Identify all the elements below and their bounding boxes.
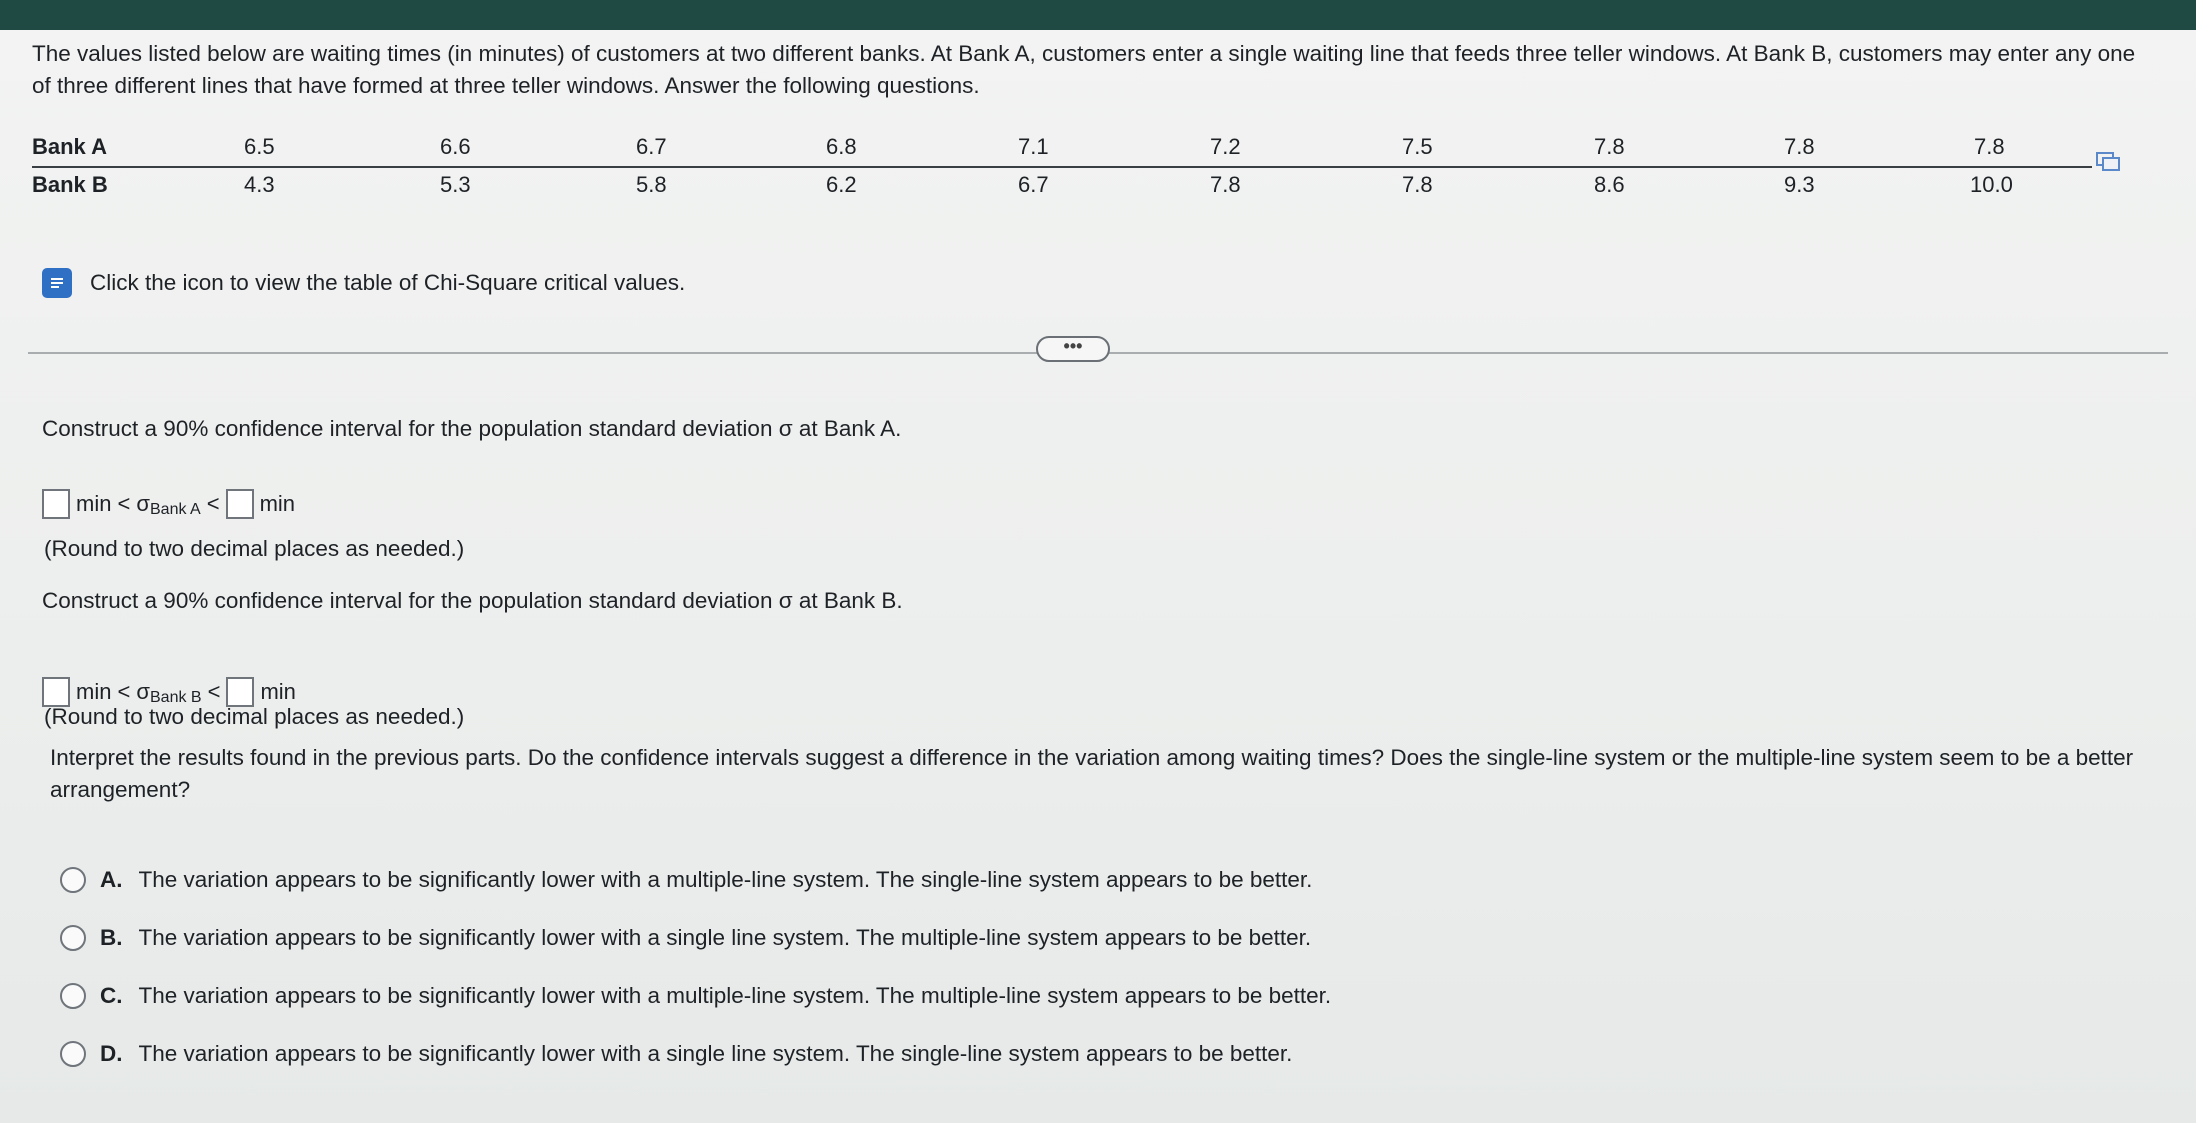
table-cell: 9.3 [1784, 172, 1815, 197]
table-cell: 7.2 [1210, 134, 1241, 159]
radio-button[interactable] [60, 867, 86, 893]
copy-icon[interactable] [2095, 150, 2121, 172]
option-text: The variation appears to be significantly lower with a single line system. The single-line system appears to be better. [138, 1041, 1293, 1066]
sigma-symbol: < σ [117, 679, 150, 704]
option-text: The variation appears to be significantly lower with a multiple-line system. The single-line system appears to be better. [138, 867, 1313, 892]
table-cell: 6.7 [1018, 172, 1049, 197]
table-cell: 8.6 [1594, 172, 1625, 197]
radio-button[interactable] [60, 983, 86, 1009]
question-bank-a: Construct a 90% confidence interval for the population standard deviation σ at Bank A. [42, 416, 902, 441]
table-row-bank-b [32, 168, 2092, 204]
lower-bound-input[interactable] [42, 489, 70, 519]
less-than: < [207, 679, 221, 704]
radio-button[interactable] [60, 925, 86, 951]
less-than: < [206, 491, 220, 516]
table-cell: 4.3 [244, 172, 275, 197]
rounding-note: (Round to two decimal places as needed.) [44, 704, 465, 729]
option-text: The variation appears to be significantly lower with a multiple-line system. The multiple-line system appears to be better. [138, 983, 1332, 1008]
table-cell: 6.6 [440, 134, 471, 159]
table-cell: 6.2 [826, 172, 857, 197]
question-bank-b: Construct a 90% confidence interval for the population standard deviation σ at Bank B. [42, 588, 903, 613]
info-text: Click the icon to view the table of Chi-Square critical values. [90, 270, 686, 295]
unit-label: min [260, 679, 296, 704]
lower-bound-input[interactable] [42, 677, 70, 707]
ci-bank-a [42, 486, 301, 522]
table-cell: 6.5 [244, 134, 275, 159]
unit-label: min [259, 491, 296, 516]
question-page [0, 30, 2196, 1123]
upper-bound-input[interactable] [226, 677, 254, 707]
table-cell: 10.0 [1970, 172, 2013, 197]
book-icon[interactable] [42, 268, 72, 298]
table-cell: 7.5 [1402, 134, 1433, 159]
table-cell: 7.8 [1402, 172, 1433, 197]
more-button[interactable]: ••• [1036, 336, 1110, 362]
table-cell: 5.3 [440, 172, 471, 197]
unit-label: min [76, 679, 112, 704]
table-cell: 6.8 [826, 134, 857, 159]
table-cell: 7.8 [1784, 134, 1815, 159]
radio-button[interactable] [60, 1041, 86, 1067]
sigma-symbol: < σ [117, 491, 150, 516]
row-label: Bank A [32, 134, 107, 159]
interpret-question: Interpret the results found in the previous parts. Do the confidence intervals suggest a difference in the variation among waiting times? Does the single-line system or the multiple-line system seem to be a better arrangement? [50, 745, 2134, 802]
sigma-subscript: Bank A [150, 501, 201, 518]
waiting-times-table [32, 130, 2092, 208]
rounding-note: (Round to two decimal places as needed.) [44, 536, 465, 561]
option-a[interactable] [60, 862, 1312, 898]
option-b[interactable] [60, 920, 1311, 956]
chi-square-info [42, 266, 685, 300]
table-cell: 7.1 [1018, 134, 1049, 159]
option-letter: B. [100, 925, 123, 950]
option-letter: A. [100, 867, 123, 892]
option-text: The variation appears to be significantly lower with a single line system. The multiple-line system appears to be better. [138, 925, 1312, 950]
option-letter: C. [100, 983, 123, 1008]
table-row-bank-a [32, 130, 2092, 166]
table-cell: 7.8 [1974, 134, 2005, 159]
option-letter: D. [100, 1041, 123, 1066]
table-cell: 6.7 [636, 134, 667, 159]
sigma-subscript: Bank B [150, 689, 202, 706]
upper-bound-input[interactable] [226, 489, 254, 519]
row-label: Bank B [32, 172, 108, 197]
option-d[interactable] [60, 1036, 1292, 1072]
problem-intro: The values listed below are waiting times (in minutes) of customers at two different banks. At Bank A, customers enter a single waiting line that feeds three teller windows. At Bank B, customers may enter any one of three different lines that have formed at three teller windows. Answer the following questions. [32, 41, 2136, 98]
table-cell: 7.8 [1210, 172, 1241, 197]
option-c[interactable] [60, 978, 1331, 1014]
unit-label: min [76, 491, 112, 516]
table-cell: 5.8 [636, 172, 667, 197]
table-cell: 7.8 [1594, 134, 1625, 159]
top-bar [0, 0, 2196, 30]
